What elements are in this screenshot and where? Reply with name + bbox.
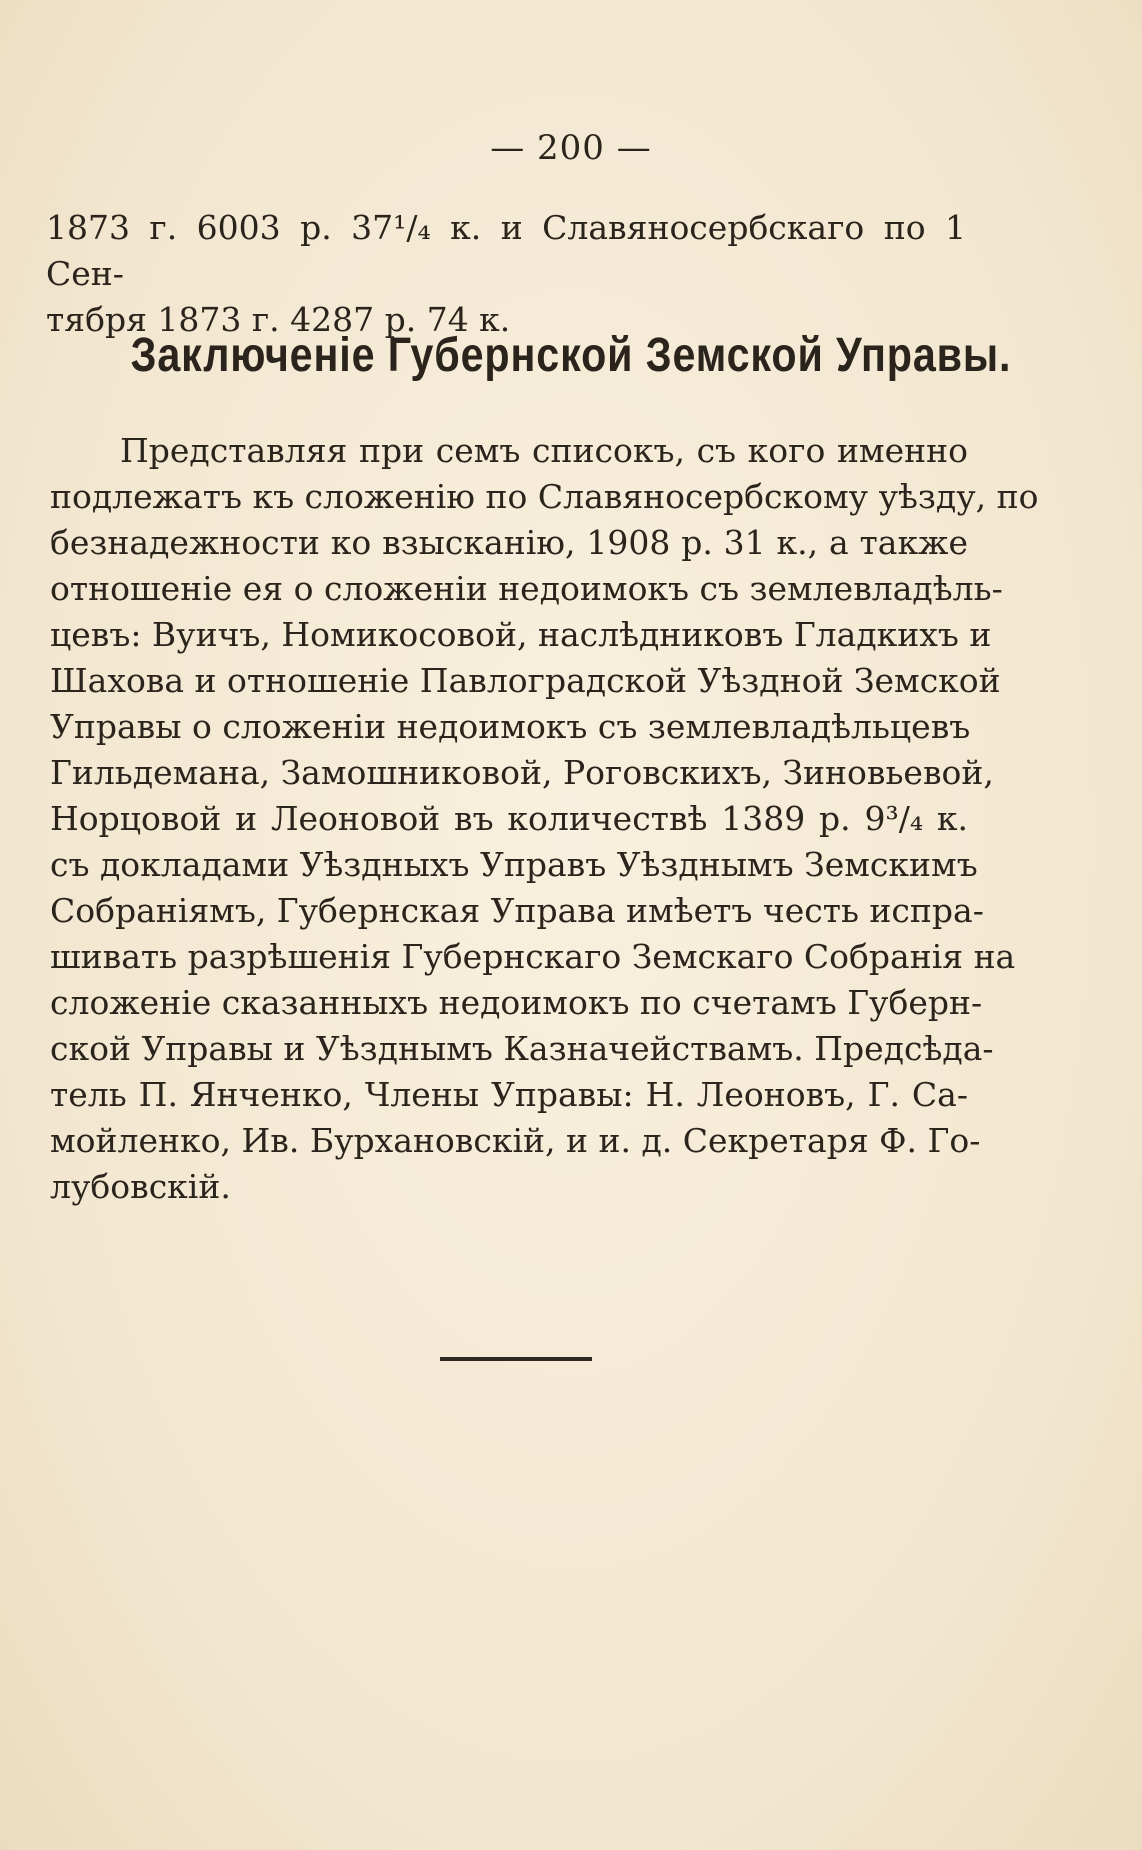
body-line: тель П. Янченко, Члены Управы: Н. Леоновъ, Г. Са- [50, 1075, 968, 1114]
body-line: цевъ: Вуичъ, Номикосовой, наслѣдниковъ Гладкихъ и [50, 615, 992, 654]
body-line: Управы о сложеніи недоимокъ съ землевладѣльцевъ [50, 707, 971, 746]
body-line: Гильдемана, Замошниковой, Роговскихъ, Зиновьевой, [50, 753, 994, 792]
intro-line: 1873 г. 6003 р. 37¹/₄ к. и Славяносербскаго по 1 Сен- [46, 208, 966, 293]
body-line: безнадежности ко взысканію, 1908 р. 31 к., а также [50, 523, 968, 562]
body-line: лубовскій. [50, 1167, 231, 1206]
intro-line: тября 1873 г. 4287 р. 74 к. [46, 300, 511, 339]
page-number: — 200 — [490, 128, 652, 168]
body-line: сложеніе сказанныхъ недоимокъ по счетамъ Губерн- [50, 983, 983, 1022]
body-line: мойленко, Ив. Бурхановскій, и и. д. Секретаря Ф. Го- [50, 1121, 981, 1160]
body-line: отношеніе ея о сложеніи недоимокъ съ землевладѣль- [50, 569, 1003, 608]
intro-paragraph [46, 205, 966, 343]
body-paragraph [50, 428, 1039, 1210]
body-line: подлежатъ къ сложенію по Славяносербскому уѣзду, по [50, 477, 1039, 516]
body-line: Шахова и отношеніе Павлоградской Уѣздной Земской [50, 661, 1001, 700]
body-line: шивать разрѣшенія Губернскаго Земскаго Собранія на [50, 937, 1016, 976]
body-line: Представляя при семъ списокъ, съ кого именно [120, 431, 968, 470]
section-heading: Заключеніе Губернской Земской Управы. [130, 329, 1012, 382]
section-divider [440, 1357, 592, 1361]
body-line: съ докладами Уѣздныхъ Управъ Уѣзднымъ Земскимъ [50, 845, 978, 884]
body-line: ской Управы и Уѣзднымъ Казначействамъ. Предсѣда- [50, 1029, 994, 1068]
body-line: Норцовой и Леоновой въ количествѣ 1389 р. 9³/₄ к. [50, 799, 968, 838]
body-line: Собраніямъ, Губернская Управа имѣетъ честь испра- [50, 891, 984, 930]
